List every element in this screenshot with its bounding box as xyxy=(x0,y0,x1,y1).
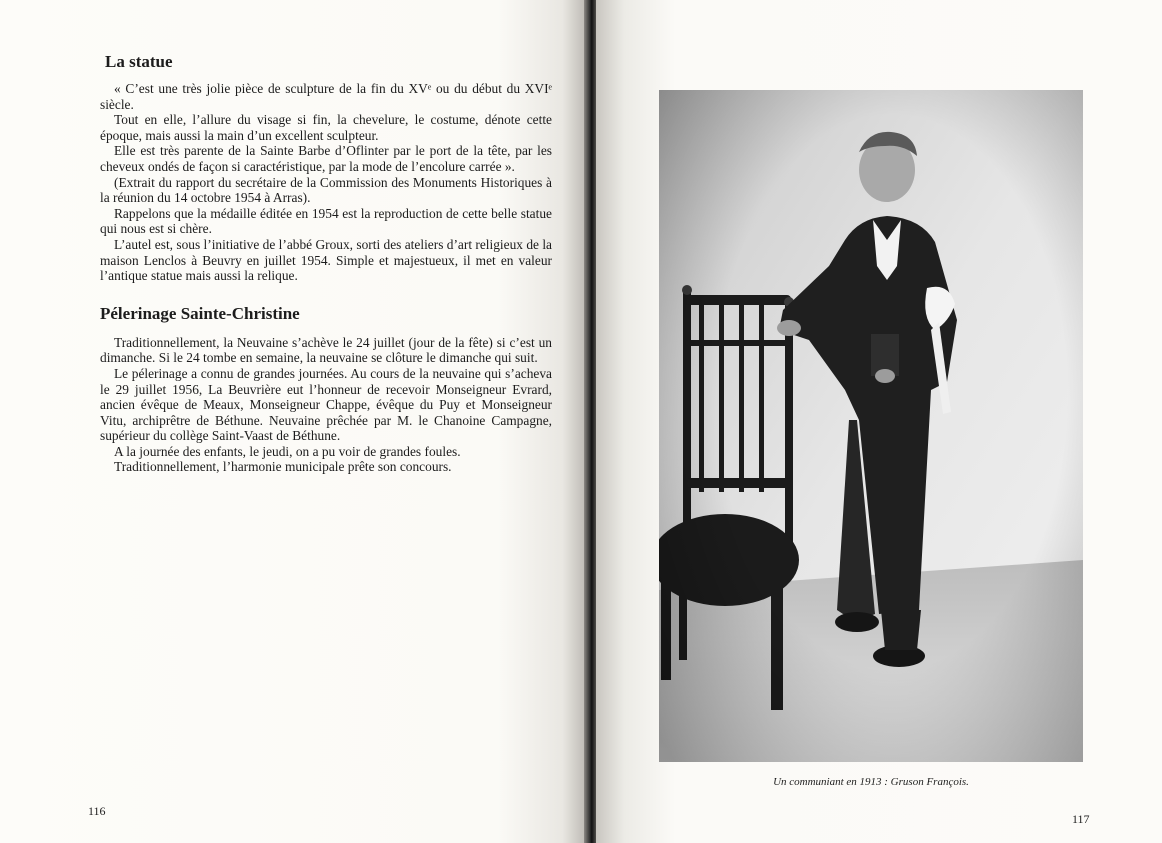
paragraph: Traditionnellement, l’harmonie municipale prête son concours. xyxy=(114,459,452,475)
section-title-pelerinage: Pélerinage Sainte-Christine xyxy=(100,303,300,323)
page-number-right: 117 xyxy=(1072,812,1090,826)
page-number-left: 116 xyxy=(88,804,106,818)
paragraph: L’autel est, sous l’initiative de l’abbé Groux, sorti des ateliers d’art religieux de la maison Lenclos à Beuvry en juillet 1954. Simple et majestueux, il met en valeur l’antique statue mais aussi la relique. xyxy=(100,236,552,284)
paragraph: Tout en elle, l’allure du visage si fin, la chevelure, le costume, dénote cette époque, mais aussi la main d’un excellent sculpteur. xyxy=(100,112,552,143)
paragraph: Rappelons que la médaille éditée en 1954 est la reproduction de cette belle statue qui nous est si chère. xyxy=(100,205,552,237)
paragraph: « C’est une très jolie pièce de sculpture de la fin du XVᵉ ou du début du XVIᵉ siècle. xyxy=(100,81,552,112)
communicant-photo xyxy=(659,90,1083,762)
paragraph: A la journée des enfants, le jeudi, on a pu voir de grandes foules. xyxy=(114,443,461,459)
paragraph: Traditionnellement, la Neuvaine s’achève le 24 juillet (jour de la fête) si c’est un dimanche. Si le 24 tombe en semaine, la neuvaine se clôture le dimanche qui suit. xyxy=(100,334,552,366)
section-title-la-statue: La statue xyxy=(105,52,173,71)
left-text-column xyxy=(100,52,552,475)
paragraph: Elle est très parente de la Sainte Barbe d’Oflinter par le port de la tête, par les cheveux ondés de façon si caractéristique, par la mode de l’encolure carrée ». xyxy=(100,143,552,174)
right-page xyxy=(596,0,1162,843)
paragraph: (Extrait du rapport du secrétaire de la Commission des Monuments Historiques à la réunion du 14 octobre 1954 à Arras). xyxy=(100,174,552,206)
paragraph: Le pélerinage a connu de grandes journées. Au cours de la neuvaine qui s’acheva le 29 juillet 1956, La Beuvrière eut l’honneur de recevoir Monseigneur Evrard, ancien évêque de Meaux, Monseigneur Chappe, évêque du Puy et Monseigneur Vitu, archiprêtre de Béthune. Neuvaine prêchée par M. le Chanoine Campagne, supérieur du collège Saint-Vaast de Béthune. xyxy=(100,365,552,444)
photo-caption: Un communiant en 1913 : Gruson François. xyxy=(773,776,969,788)
